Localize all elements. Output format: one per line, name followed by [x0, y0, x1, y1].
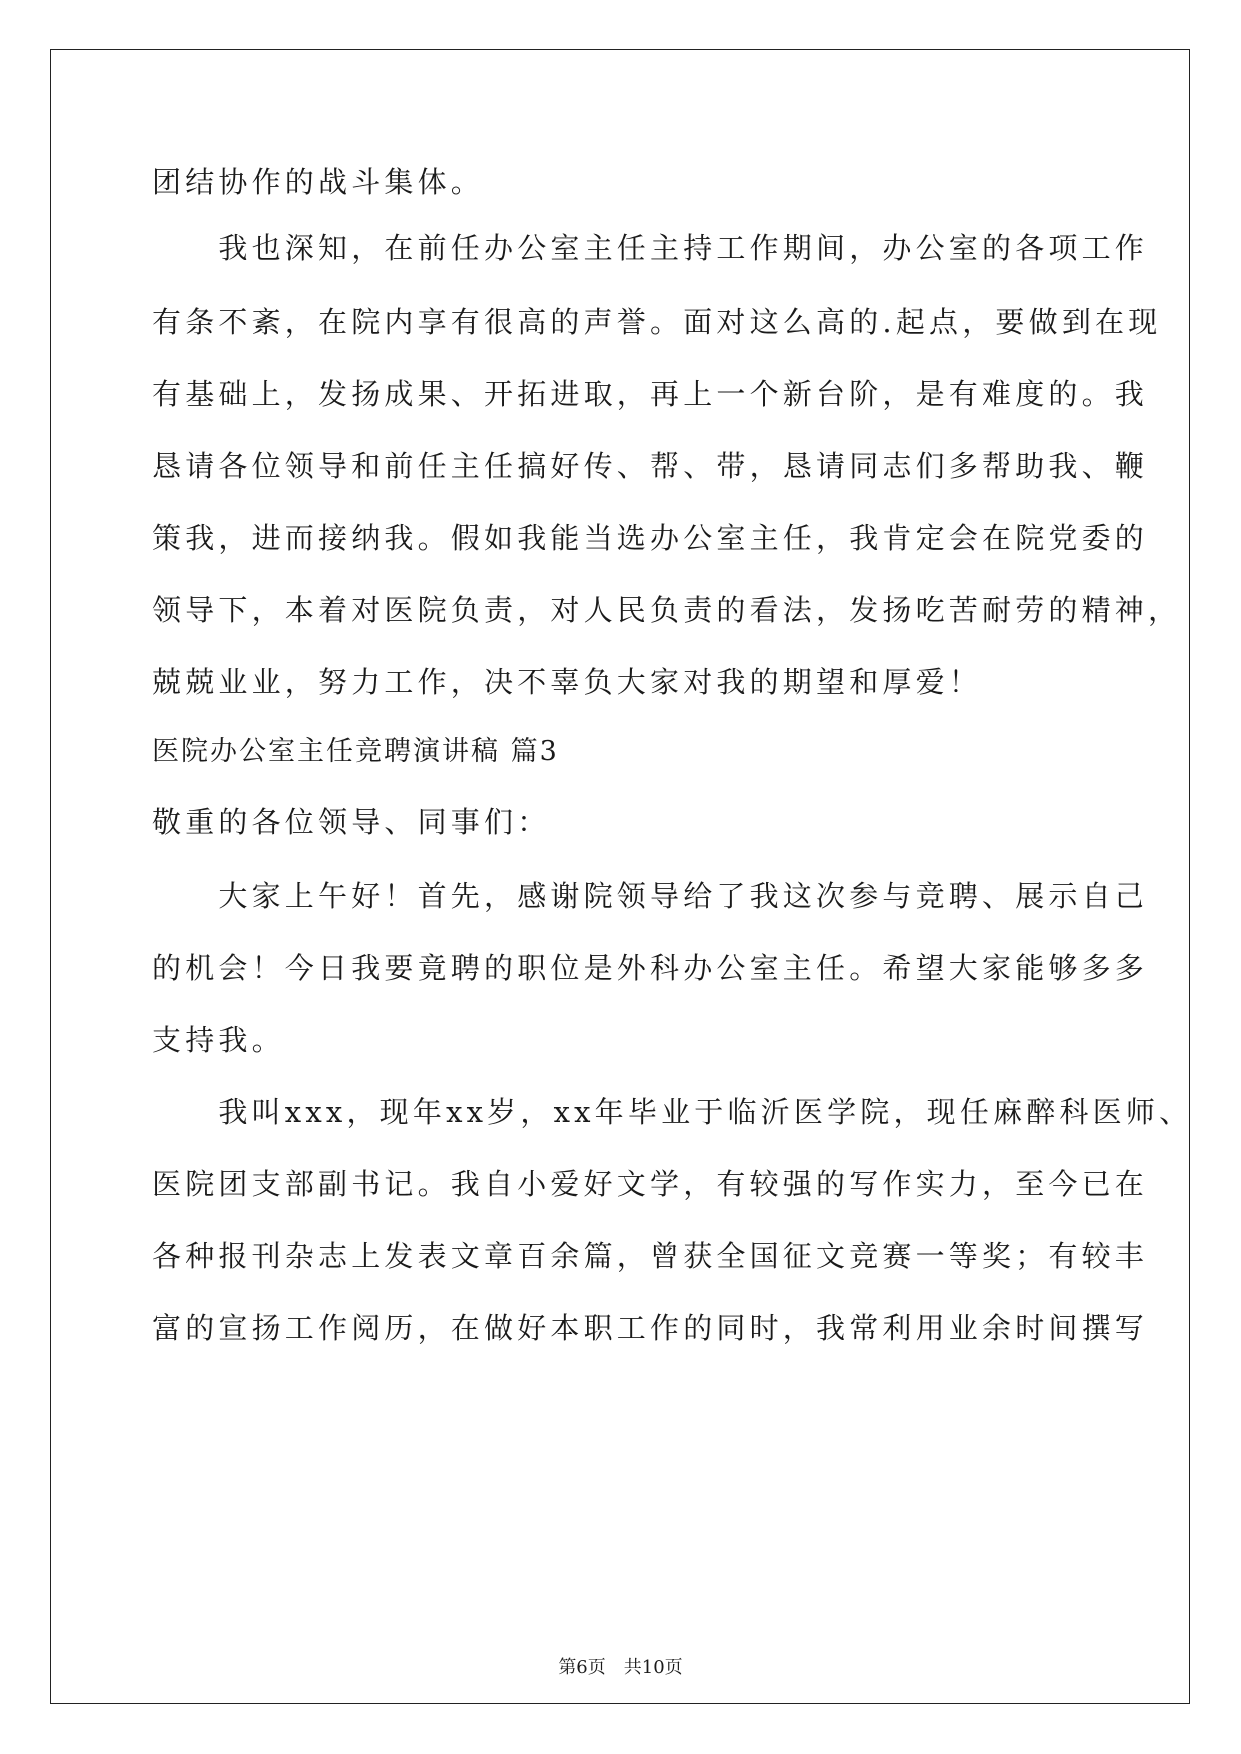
- body-line: 兢兢业业，努力工作，决不辜负大家对我的期望和厚爱！: [152, 665, 983, 699]
- body-line: 我也深知，在前任办公室主任主持工作期间，办公室的各项工作: [152, 231, 1149, 265]
- body-line: 有基础上，发扬成果、开拓进取，再上一个新台阶，是有难度的。我: [152, 377, 1149, 411]
- body-line: 大家上午好！首先，感谢院领导给了我这次参与竞聘、展示自己: [152, 879, 1149, 913]
- body-line: 有条不紊，在院内享有很高的声誉。面对这么高的.起点，要做到在现: [152, 305, 1162, 339]
- body-line: 策我，进而接纳我。假如我能当选办公室主任，我肯定会在院党委的: [152, 521, 1149, 555]
- page-footer: [0, 1656, 1241, 1680]
- page-total: 共10页: [623, 1657, 683, 1678]
- body-line: 恳请各位领导和前任主任搞好传、帮、带，恳请同志们多帮助我、鞭: [152, 449, 1149, 483]
- body-line: 我叫xxx，现年xx岁，xx年毕业于临沂医学院，现任麻醉科医师、: [152, 1095, 1193, 1129]
- body-line: 医院团支部副书记。我自小爱好文学，有较强的写作实力，至今已在: [152, 1167, 1149, 1201]
- body-line: 团结协作的战斗集体。: [152, 165, 485, 199]
- salutation: 敬重的各位领导、同事们：: [152, 805, 551, 839]
- body-line: 富的宣扬工作阅历，在做好本职工作的同时，我常利用业余时间撰写: [152, 1311, 1149, 1345]
- section-heading: 医院办公室主任竞聘演讲稿 篇3: [152, 736, 559, 767]
- body-line: 各种报刊杂志上发表文章百余篇，曾获全国征文竞赛一等奖；有较丰: [152, 1239, 1149, 1273]
- body-line: 支持我。: [152, 1023, 285, 1057]
- page-number: 第6页: [558, 1657, 606, 1678]
- body-line: 的机会！今日我要竟聘的职位是外科办公室主任。希望大家能够多多: [152, 951, 1149, 985]
- body-line: 领导下，本着对医院负责，对人民负责的看法，发扬吃苦耐劳的精神，: [152, 593, 1182, 627]
